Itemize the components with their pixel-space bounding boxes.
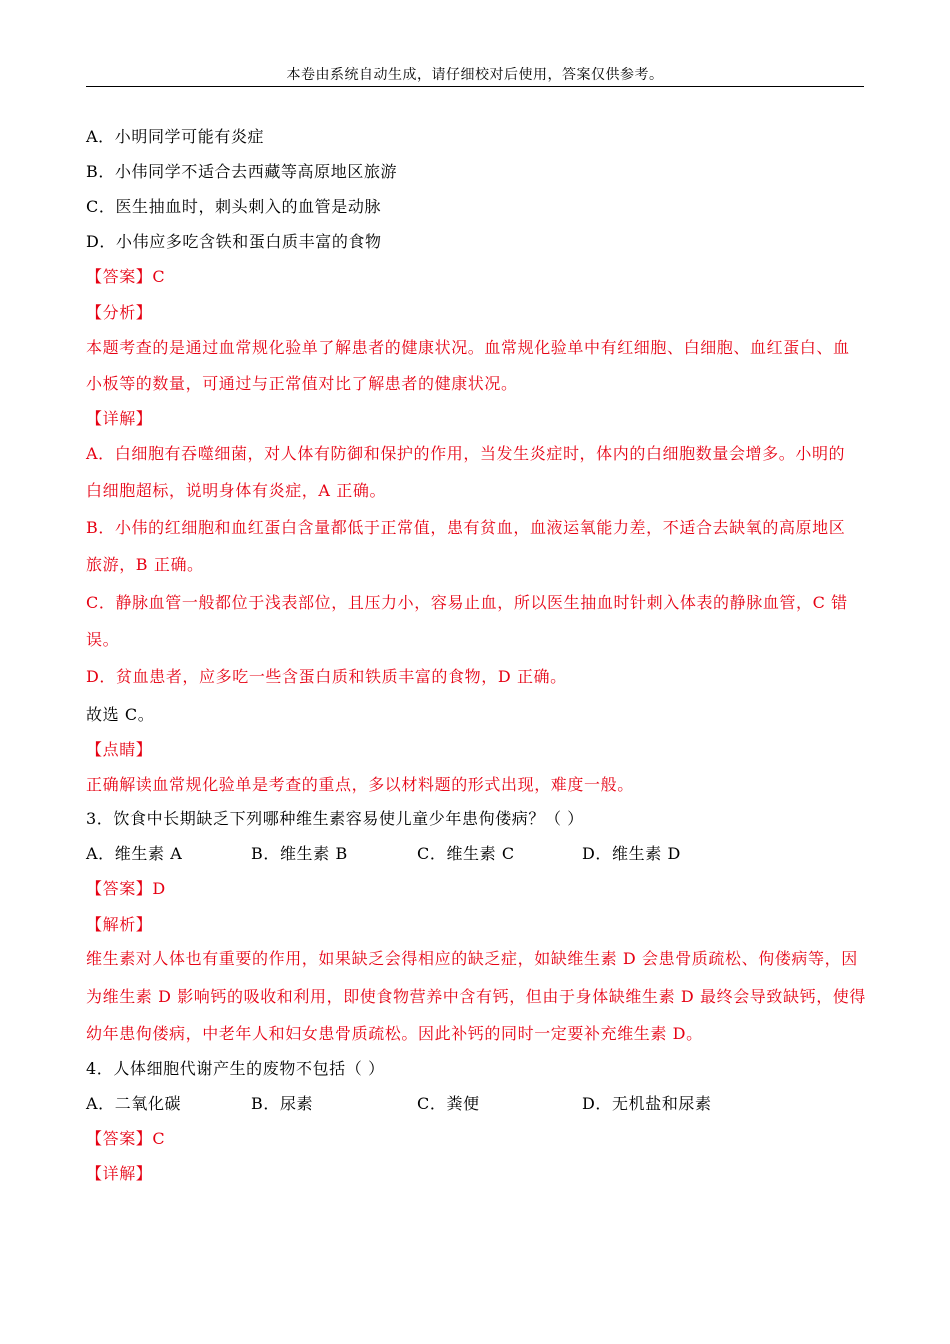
q3-option-d: D．维生素 D (582, 844, 681, 863)
q3-answer-value: D (152, 879, 166, 898)
q2-option-d: D．小伟应多吃含铁和蛋白质丰富的食物 (86, 232, 382, 251)
q3-analysis-line: 维生素对人体也有重要的作用，如果缺乏会得相应的缺乏症，如缺维生素 D 会患骨质疏松、佝偻病等，因 (86, 949, 858, 968)
q4-option-d: D．无机盐和尿素 (582, 1094, 712, 1113)
q3-analysis-line: 幼年患佝偻病，中老年人和妇女患骨质疏松。因此补钙的同时一定要补充维生素 D。 (86, 1024, 703, 1043)
header-divider (86, 86, 864, 87)
q2-analysis-line: 小板等的数量，可通过与正常值对比了解患者的健康状况。 (86, 374, 518, 393)
q2-option-a: A．小明同学可能有炎症 (86, 127, 265, 146)
q3-stem: 3．饮食中长期缺乏下列哪种维生素容易使儿童少年患佝偻病？（ ） (86, 809, 584, 828)
q2-detail-line: 误。 (86, 630, 120, 649)
q2-answer-tag: 【答案】 (86, 267, 153, 286)
q4-answer-tag: 【答案】 (86, 1129, 153, 1148)
q2-option-c: C．医生抽血时，刺头刺入的血管是动脉 (86, 197, 382, 216)
q2-detail-line: B．小伟的红细胞和血红蛋白含量都低于正常值，患有贫血，血液运氧能力差，不适合去缺氧的高原地区 (86, 518, 846, 537)
q2-answer-value: C (152, 267, 166, 286)
q2-comment: 正确解读血常规化验单是考查的重点，多以材料题的形式出现，难度一般。 (86, 775, 634, 794)
q2-detail-line: C．静脉血管一般都位于浅表部位，且压力小，容易止血，所以医生抽血时针刺入体表的静脉血管，C 错 (86, 593, 848, 612)
q4-option-c: C．粪便 (417, 1094, 480, 1113)
page-header: 本卷由系统自动生成，请仔细校对后使用，答案仅供参考。 (286, 67, 664, 83)
q3-analysis-line: 为维生素 D 影响钙的吸收和利用，即使食物营养中含有钙，但由于身体缺维生素 D 最终会导致缺钙，使得 (86, 987, 867, 1006)
q3-answer (86, 878, 866, 900)
q3-option-a: A．维生素 A (86, 844, 183, 863)
q4-option-b: B．尿素 (251, 1094, 314, 1113)
q2-detail-line: D．贫血患者，应多吃一些含蛋白质和铁质丰富的食物，D 正确。 (86, 667, 567, 686)
q2-detail-line: A．白细胞有吞噬细菌，对人体有防御和保护的作用，当发生炎症时，体内的白细胞数量会增多。小明的 (86, 444, 846, 463)
q3-option-b: B．维生素 B (251, 844, 348, 863)
q2-detail-line: 旅游，B 正确。 (86, 555, 204, 574)
q2-conclusion: 故选 C。 (86, 705, 155, 724)
q2-analysis-tag: 【分析】 (86, 303, 153, 322)
q4-option-a: A．二氧化碳 (86, 1094, 182, 1113)
q3-analysis-tag: 【解析】 (86, 915, 153, 934)
q2-answer (86, 266, 866, 288)
q3-option-c: C．维生素 C (417, 844, 515, 863)
q2-detail-line: 白细胞超标，说明身体有炎症，A 正确。 (86, 481, 387, 500)
q2-detail-tag: 【详解】 (86, 409, 153, 428)
q2-option-b: B．小伟同学不适合去西藏等高原地区旅游 (86, 162, 398, 181)
q2-comment-tag: 【点睛】 (86, 740, 153, 759)
q3-answer-tag: 【答案】 (86, 879, 153, 898)
q4-answer (86, 1128, 866, 1150)
q2-analysis-line: 本题考查的是通过血常规化验单了解患者的健康状况。血常规化验单中有红细胞、白细胞、血红蛋白、血 (86, 338, 850, 357)
q4-detail-tag: 【详解】 (86, 1164, 153, 1183)
q4-answer-value: C (152, 1129, 166, 1148)
q4-stem: 4．人体细胞代谢产生的废物不包括（ ） (86, 1059, 385, 1078)
